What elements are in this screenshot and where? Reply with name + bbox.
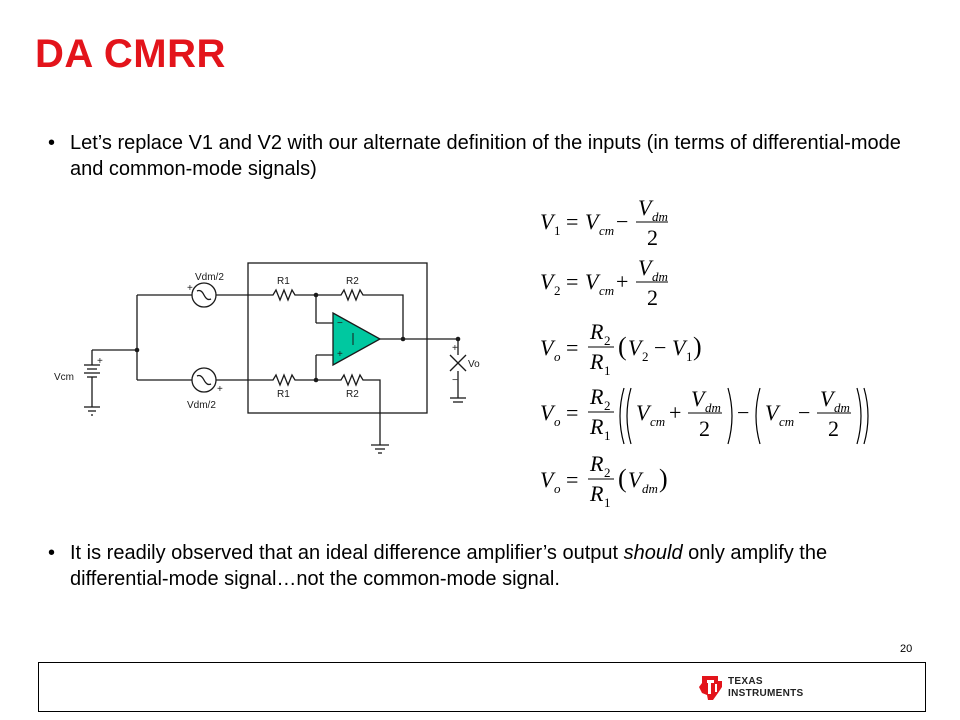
svg-text:1: 1 xyxy=(604,363,611,378)
logo-text-line2: INSTRUMENTS xyxy=(728,688,804,699)
svg-text:+: + xyxy=(217,384,223,395)
svg-text:o: o xyxy=(554,414,561,429)
svg-text:dm: dm xyxy=(642,481,658,496)
svg-text:1: 1 xyxy=(604,495,611,510)
svg-text:(: ( xyxy=(618,464,627,493)
svg-text:V: V xyxy=(585,269,599,294)
svg-text:o: o xyxy=(554,349,561,364)
bullet-dot: • xyxy=(48,132,56,154)
svg-text:V: V xyxy=(585,209,599,234)
svg-text:+: + xyxy=(452,343,458,354)
svg-text:V: V xyxy=(540,269,554,294)
difference-amplifier-circuit xyxy=(40,255,500,465)
svg-text:2: 2 xyxy=(699,416,710,441)
label-vdm-bottom: Vdm/2 xyxy=(187,400,216,411)
svg-text:+: + xyxy=(337,349,343,360)
svg-text:dm: dm xyxy=(705,400,721,415)
svg-text:): ) xyxy=(693,332,702,361)
svg-text:2: 2 xyxy=(828,416,839,441)
equations-block xyxy=(530,195,890,515)
bullet-2-emphasis: should xyxy=(623,542,683,564)
svg-text:−: − xyxy=(798,400,811,425)
svg-text:cm: cm xyxy=(779,414,795,429)
page-number: 20 xyxy=(900,643,913,655)
svg-text:V: V xyxy=(636,400,650,425)
svg-text:2: 2 xyxy=(554,283,561,298)
equation-4 xyxy=(540,384,868,444)
svg-text:1: 1 xyxy=(604,428,611,443)
svg-text:(: ( xyxy=(618,332,627,361)
svg-text:2: 2 xyxy=(647,225,658,250)
label-r2-bottom: R2 xyxy=(346,389,359,400)
logo-text-line1: TEXAS xyxy=(728,676,763,687)
label-vo: Vo xyxy=(468,359,480,370)
svg-text:2: 2 xyxy=(647,285,658,310)
svg-text:V: V xyxy=(540,400,554,425)
bullet-dot: • xyxy=(48,542,56,564)
bullet-2-text-after: only amplify the differential-mode signal…not the common-mode signal. xyxy=(70,542,828,590)
svg-text:=: = xyxy=(566,209,579,234)
svg-text:−: − xyxy=(452,375,458,386)
svg-text:=: = xyxy=(566,269,579,294)
svg-text:o: o xyxy=(554,481,561,496)
svg-text:−: − xyxy=(737,400,750,425)
svg-text:2: 2 xyxy=(642,349,649,364)
equation-3 xyxy=(540,319,702,378)
svg-text:cm: cm xyxy=(599,283,615,298)
svg-text:−: − xyxy=(337,318,343,329)
svg-text:cm: cm xyxy=(650,414,666,429)
ti-logo-icon xyxy=(696,673,726,703)
svg-text:−: − xyxy=(654,335,667,360)
label-r2-top: R2 xyxy=(346,276,359,287)
bullet-2-text-before: It is readily observed that an ideal difference amplifier’s output xyxy=(70,542,624,564)
svg-text:+: + xyxy=(97,356,103,367)
svg-text:1: 1 xyxy=(554,223,561,238)
svg-text:V: V xyxy=(672,335,686,360)
equation-2 xyxy=(540,255,668,310)
label-r1-top: R1 xyxy=(277,276,290,287)
svg-text:V: V xyxy=(691,386,705,411)
svg-text:+: + xyxy=(187,283,193,294)
slide-title: DA CMRR xyxy=(35,32,226,76)
svg-text:V: V xyxy=(540,335,554,360)
svg-text:cm: cm xyxy=(599,223,615,238)
svg-text:1: 1 xyxy=(686,349,693,364)
svg-text:R: R xyxy=(590,349,604,374)
svg-text:V: V xyxy=(820,386,834,411)
svg-text:V: V xyxy=(638,195,652,220)
svg-text:+: + xyxy=(616,269,629,294)
svg-text:R: R xyxy=(590,384,604,409)
svg-text:dm: dm xyxy=(652,269,668,284)
svg-text:V: V xyxy=(628,335,642,360)
label-r1-bottom: R1 xyxy=(277,389,290,400)
svg-text:+: + xyxy=(669,400,682,425)
svg-text:R: R xyxy=(590,451,604,476)
svg-text:V: V xyxy=(638,255,652,280)
svg-text:V: V xyxy=(540,467,554,492)
svg-text:2: 2 xyxy=(604,465,611,480)
ti-logo xyxy=(696,673,826,703)
svg-text:2: 2 xyxy=(604,333,611,348)
svg-text:V: V xyxy=(540,209,554,234)
svg-text:R: R xyxy=(590,319,604,344)
svg-text:dm: dm xyxy=(834,400,850,415)
svg-text:): ) xyxy=(659,464,668,493)
svg-text:R: R xyxy=(590,481,604,506)
svg-text:V: V xyxy=(628,467,642,492)
svg-text:=: = xyxy=(566,400,579,425)
label-vcm: Vcm xyxy=(54,372,74,383)
svg-text:=: = xyxy=(566,467,579,492)
svg-text:2: 2 xyxy=(604,398,611,413)
equation-5 xyxy=(540,451,668,510)
svg-text:=: = xyxy=(566,335,579,360)
bullet-1-text: Let’s replace V1 and V2 with our alternate definition of the inputs (in terms of differential-mode and common-mode signals) xyxy=(70,132,901,180)
label-vdm-top: Vdm/2 xyxy=(195,272,224,283)
svg-text:V: V xyxy=(765,400,779,425)
svg-text:−: − xyxy=(616,209,629,234)
equation-1 xyxy=(540,195,668,250)
svg-text:dm: dm xyxy=(652,209,668,224)
svg-text:R: R xyxy=(590,414,604,439)
bullet-2-text xyxy=(70,540,908,592)
